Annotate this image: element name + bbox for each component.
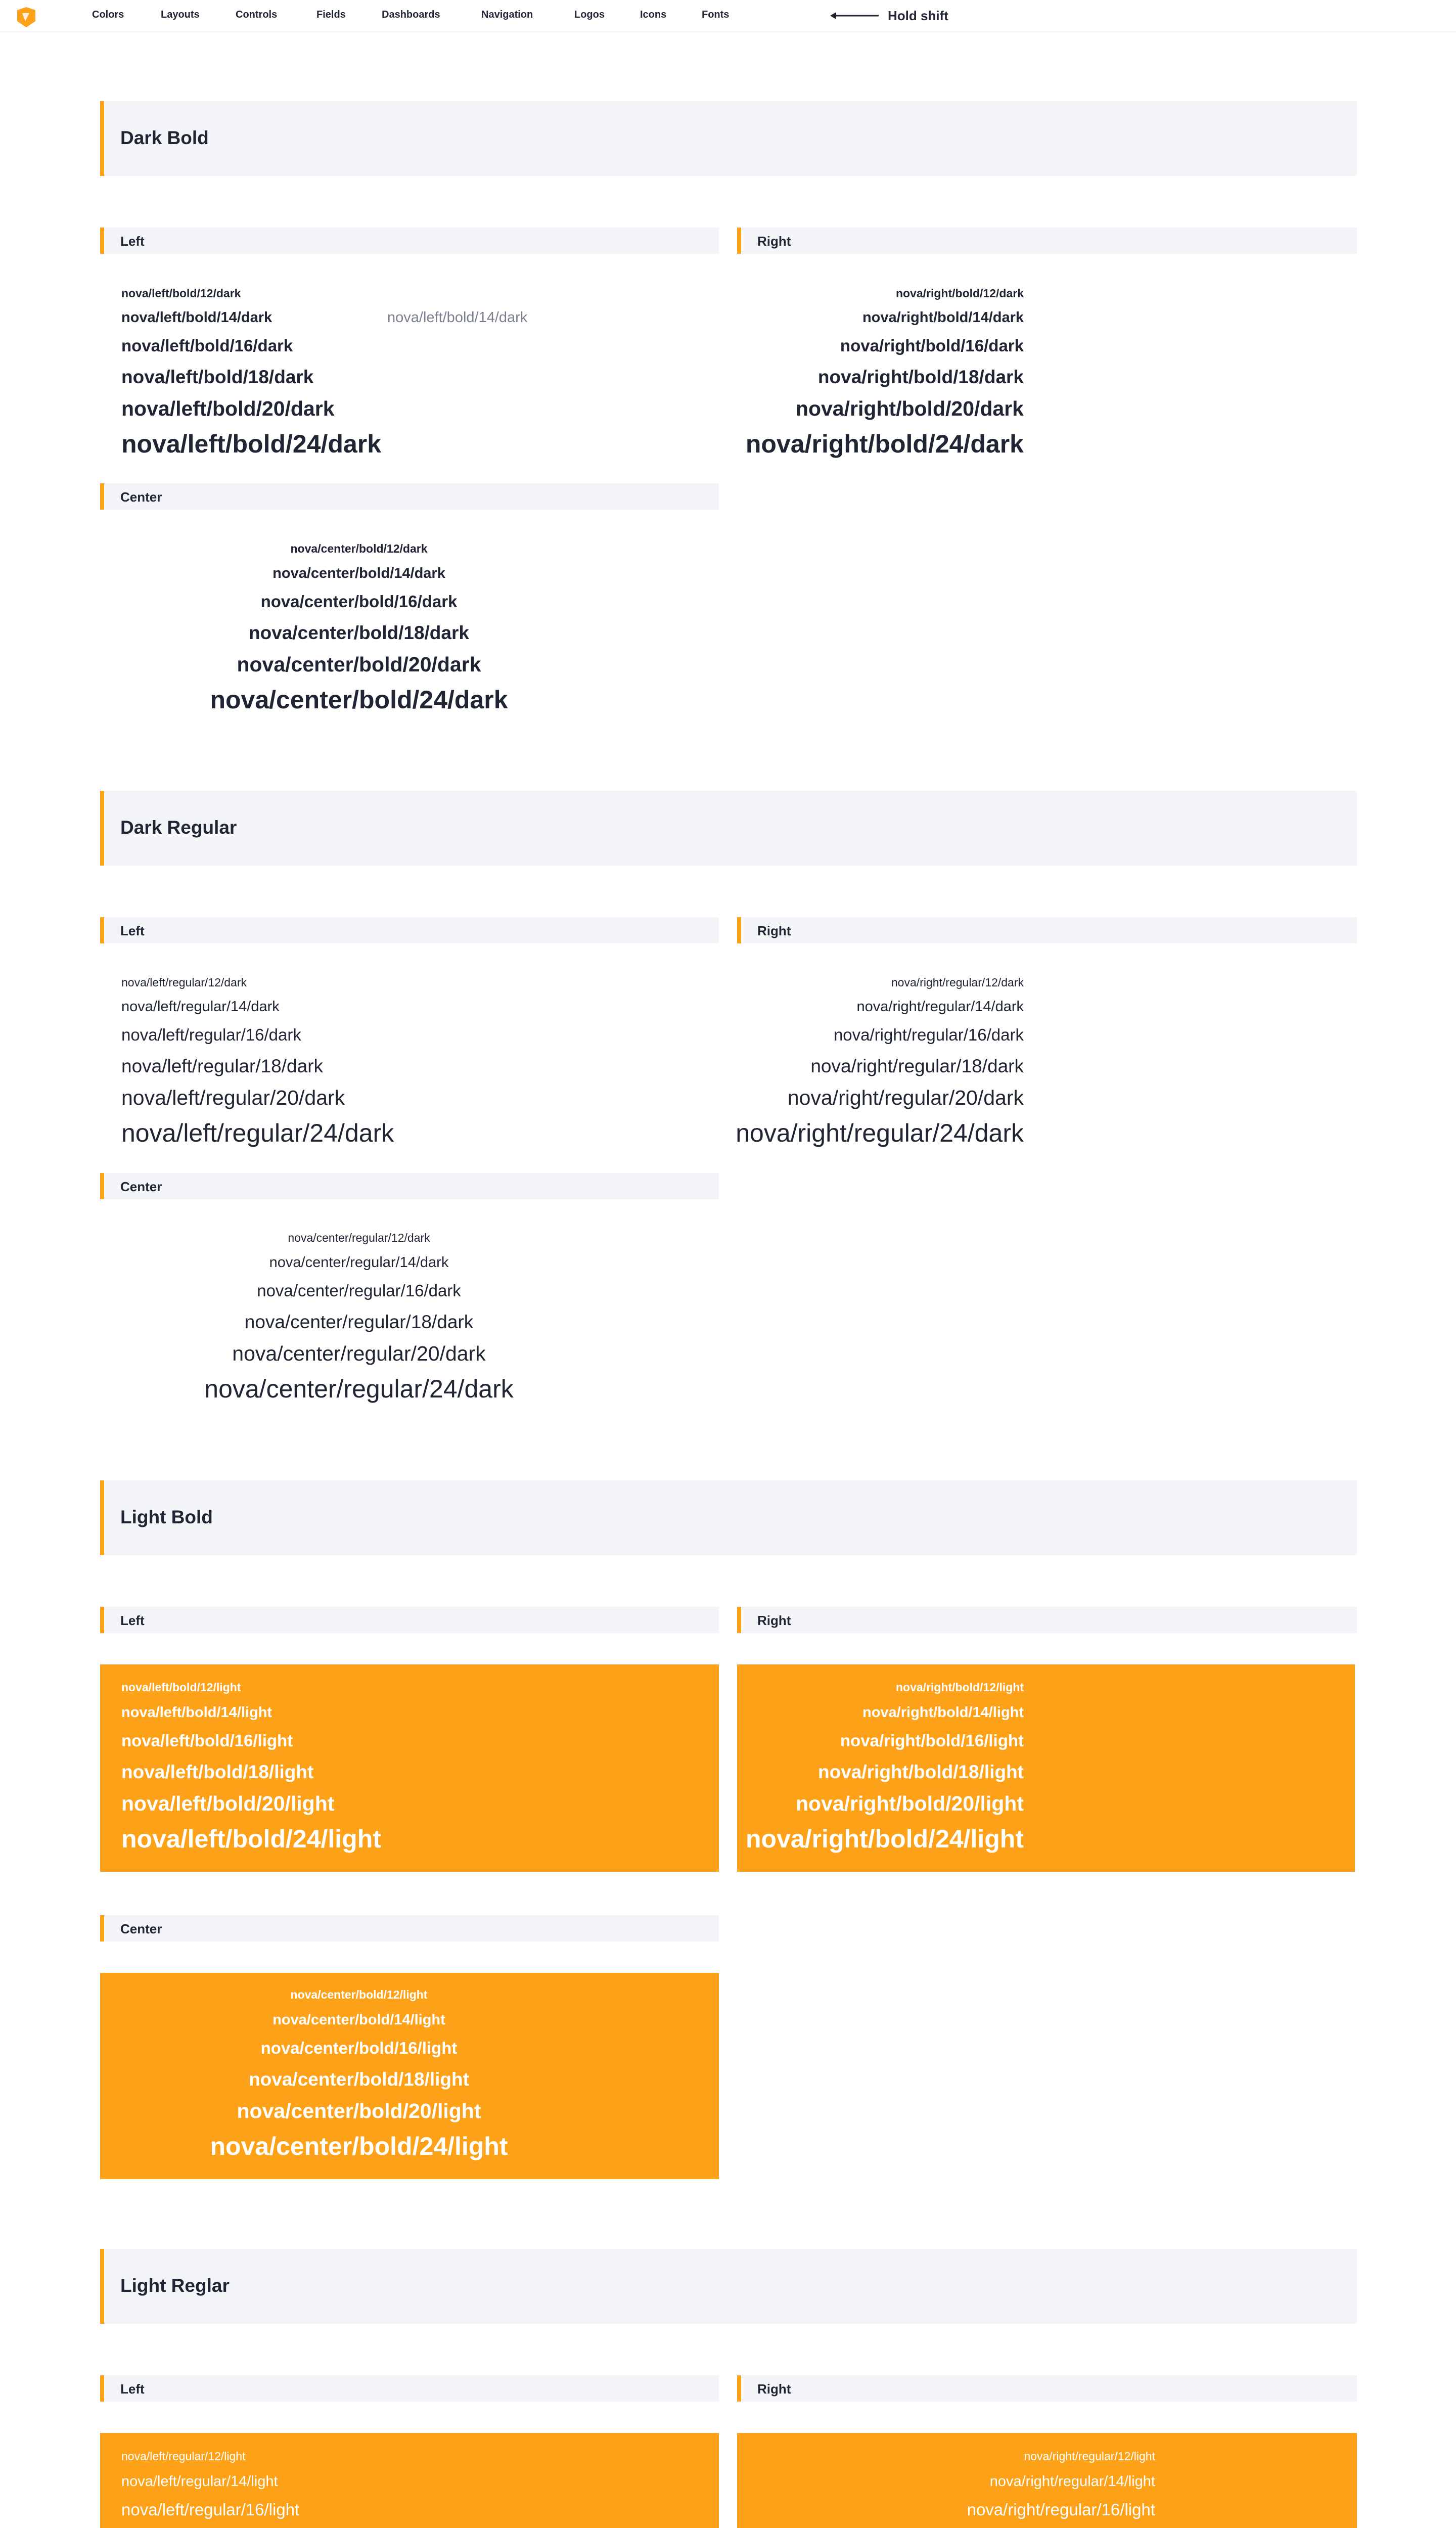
type-sample: nova/left/regular/14/dark bbox=[121, 999, 280, 1015]
section-title: Light Bold bbox=[120, 1507, 213, 1527]
type-sample: nova/left/regular/16/light bbox=[121, 2500, 300, 2519]
type-sample: nova/center/bold/16/dark bbox=[260, 592, 458, 611]
subsection-header-right bbox=[737, 917, 1357, 943]
type-sample: nova/left/bold/16/light bbox=[121, 1731, 293, 1750]
hold-shift-hint bbox=[829, 7, 948, 25]
nav-icons[interactable]: Icons bbox=[640, 9, 667, 20]
type-sample: nova/right/bold/12/dark bbox=[895, 287, 1024, 300]
type-sample: nova/center/bold/14/light bbox=[272, 2012, 445, 2028]
section-title: Light Reglar bbox=[120, 2275, 230, 2296]
type-sample: nova/center/bold/20/light bbox=[237, 2099, 481, 2123]
subsection-header-left bbox=[100, 228, 719, 254]
subsection-title: Left bbox=[120, 1613, 145, 1628]
type-sample: nova/right/bold/12/light bbox=[896, 1681, 1024, 1694]
subsection-title: Center bbox=[120, 1179, 162, 1194]
type-sample: nova/right/regular/12/light bbox=[1024, 2450, 1155, 2463]
type-sample: nova/right/bold/24/light bbox=[746, 1825, 1024, 1853]
subsection-header-left bbox=[100, 1607, 719, 1633]
type-sample: nova/left/bold/18/dark bbox=[121, 367, 314, 387]
subsection-header-left bbox=[100, 917, 719, 943]
type-sample: nova/right/regular/14/light bbox=[989, 2473, 1155, 2490]
nav-navigation[interactable]: Navigation bbox=[481, 9, 533, 20]
section-header-light-regular bbox=[100, 2249, 1357, 2324]
subsection-title: Right bbox=[757, 2381, 791, 2397]
type-sample: nova/right/bold/18/dark bbox=[817, 367, 1024, 387]
type-sample: nova/center/bold/12/light bbox=[290, 1988, 428, 2001]
type-sample: nova/left/regular/20/dark bbox=[121, 1086, 345, 1109]
section-header-dark-regular bbox=[100, 791, 1357, 866]
type-sample: nova/left/bold/14/dark bbox=[121, 309, 272, 326]
subsection-title: Left bbox=[120, 234, 145, 249]
nav-dashboards[interactable]: Dashboards bbox=[382, 9, 440, 20]
type-sample: nova/left/regular/12/light bbox=[121, 2450, 246, 2463]
type-sample: nova/right/bold/18/light bbox=[818, 1762, 1024, 1782]
type-sample: nova/left/regular/24/dark bbox=[121, 1119, 394, 1147]
type-sample: nova/right/bold/14/light bbox=[862, 1704, 1024, 1721]
type-sample: nova/center/bold/12/dark bbox=[290, 542, 428, 555]
subsection-title: Center bbox=[120, 1921, 162, 1936]
type-sample: nova/left/bold/20/light bbox=[121, 1792, 335, 1815]
type-sample: nova/right/bold/20/light bbox=[796, 1792, 1024, 1815]
section-title: Dark Regular bbox=[120, 817, 237, 838]
section-header-dark-bold bbox=[100, 101, 1357, 176]
subsection-header-center bbox=[100, 483, 719, 510]
type-sample: nova/center/regular/14/dark bbox=[269, 1254, 449, 1271]
type-sample: nova/center/bold/16/light bbox=[260, 2039, 458, 2057]
type-sample: nova/right/regular/12/dark bbox=[891, 976, 1024, 989]
type-sample: nova/left/bold/18/light bbox=[121, 1762, 314, 1782]
type-sample: nova/left/bold/16/dark bbox=[121, 336, 293, 355]
nav-fonts[interactable]: Fonts bbox=[702, 9, 730, 20]
type-sample: nova/center/bold/20/dark bbox=[237, 653, 481, 676]
type-sample: nova/right/regular/16/light bbox=[967, 2500, 1155, 2519]
type-sample: nova/left/bold/12/light bbox=[121, 1681, 241, 1694]
type-sample: nova/right/regular/18/dark bbox=[810, 1056, 1024, 1076]
type-sample: nova/left/regular/12/dark bbox=[121, 976, 247, 989]
nav-colors[interactable]: Colors bbox=[92, 9, 124, 20]
type-sample: nova/left/bold/24/light bbox=[121, 1825, 381, 1853]
subsection-title: Left bbox=[120, 2381, 145, 2397]
subsection-header-right bbox=[737, 2375, 1357, 2402]
type-sample: nova/left/bold/14/dark bbox=[387, 309, 528, 326]
subsection-title: Right bbox=[757, 234, 791, 249]
type-sample: nova/center/bold/14/dark bbox=[272, 565, 445, 581]
subsection-header-center bbox=[100, 1915, 719, 1942]
type-sample: nova/center/regular/20/dark bbox=[232, 1342, 486, 1365]
subsection-header-left bbox=[100, 2375, 719, 2402]
subsection-title: Right bbox=[757, 1613, 791, 1628]
type-sample: nova/center/regular/24/dark bbox=[204, 1375, 514, 1403]
type-sample: nova/left/regular/16/dark bbox=[121, 1025, 301, 1044]
type-sample: nova/right/regular/16/dark bbox=[833, 1025, 1024, 1044]
arrow-left-icon bbox=[829, 11, 880, 21]
subsection-title: Left bbox=[120, 923, 145, 938]
type-sample: nova/center/regular/12/dark bbox=[288, 1231, 430, 1244]
type-sample: nova/left/bold/20/dark bbox=[121, 397, 335, 420]
type-sample: nova/center/bold/18/dark bbox=[249, 622, 469, 643]
type-sample: nova/left/regular/14/light bbox=[121, 2473, 278, 2490]
nav-logos[interactable]: Logos bbox=[574, 9, 605, 20]
type-sample: nova/right/bold/24/dark bbox=[745, 430, 1024, 458]
type-sample: nova/right/bold/16/light bbox=[840, 1731, 1024, 1750]
subsection-title: Center bbox=[120, 489, 162, 505]
hold-shift-label: Hold shift bbox=[888, 8, 948, 23]
type-sample: nova/left/bold/24/dark bbox=[121, 430, 382, 458]
type-sample: nova/right/bold/14/dark bbox=[862, 309, 1024, 326]
section-title: Dark Bold bbox=[120, 127, 209, 148]
nav-controls[interactable]: Controls bbox=[236, 9, 278, 20]
type-sample: nova/left/bold/12/dark bbox=[121, 287, 241, 300]
top-navigation-bar bbox=[0, 0, 1456, 32]
type-sample: nova/left/bold/14/light bbox=[121, 1704, 272, 1721]
type-sample: nova/center/regular/16/dark bbox=[257, 1281, 461, 1300]
subsection-header-right bbox=[737, 1607, 1357, 1633]
type-sample: nova/right/bold/20/dark bbox=[795, 397, 1024, 420]
section-header-light-bold bbox=[100, 1480, 1357, 1555]
brand-logo-icon[interactable] bbox=[15, 6, 37, 28]
type-sample: nova/right/regular/20/dark bbox=[787, 1086, 1024, 1109]
subsection-header-right bbox=[737, 228, 1357, 254]
type-sample: nova/center/bold/18/light bbox=[249, 2069, 469, 2090]
type-sample: nova/right/regular/24/dark bbox=[736, 1119, 1024, 1147]
subsection-title: Right bbox=[757, 923, 791, 938]
type-sample: nova/right/bold/16/dark bbox=[840, 336, 1024, 355]
nav-fields[interactable]: Fields bbox=[316, 9, 346, 20]
type-sample: nova/left/regular/18/dark bbox=[121, 1056, 324, 1076]
type-sample: nova/center/regular/18/dark bbox=[244, 1312, 474, 1332]
subsection-header-center bbox=[100, 1173, 719, 1199]
nav-layouts[interactable]: Layouts bbox=[161, 9, 200, 20]
type-sample: nova/right/regular/14/dark bbox=[856, 999, 1024, 1015]
type-sample: nova/center/bold/24/dark bbox=[210, 686, 508, 714]
type-sample: nova/center/bold/24/light bbox=[210, 2132, 508, 2160]
